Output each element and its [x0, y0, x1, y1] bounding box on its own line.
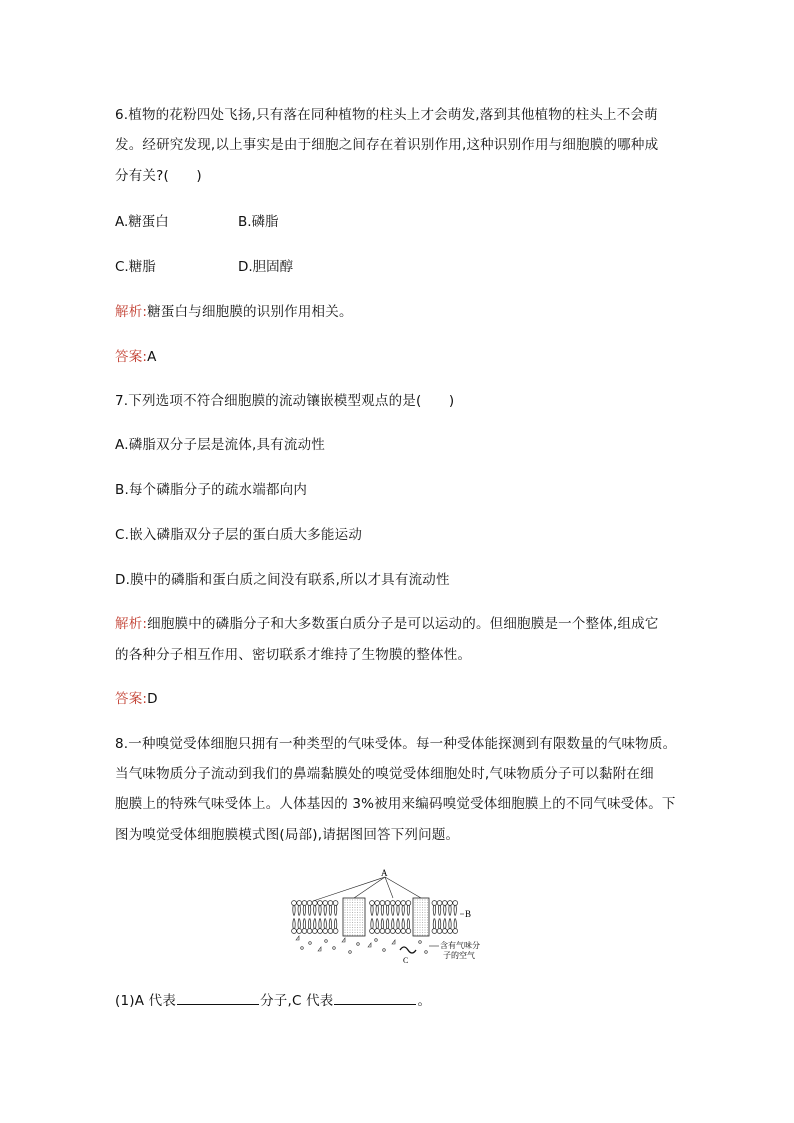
odor-molecule-chain [400, 947, 416, 953]
q7-option-d: D.膜中的磷脂和蛋白质之间没有联系,所以才具有流动性 [115, 572, 450, 588]
q8-stem-line-4: 图为嗅觉受体细胞膜模式图(局部),请据图回答下列问题。 [115, 827, 460, 843]
q7-answer [115, 687, 158, 707]
answer-label: 答案: [115, 349, 148, 365]
sub1-mid: 分子,C 代表 [260, 993, 334, 1009]
q8-stem-line-3: 胞膜上的特殊气味受体上。人体基因的 3%被用来编码嗅觉受体细胞膜上的不同气味受体。下 [115, 796, 676, 812]
q7-option-b: B.每个磷脂分子的疏水端都向内 [115, 482, 308, 498]
answer-blank-a[interactable] [177, 992, 259, 1005]
q7-option-c: C.嵌入磷脂双分子层的蛋白质大多能运动 [115, 527, 363, 543]
q7-analysis-line-2: 的各种分子相互作用、密切联系才维持了生物膜的整体性。 [115, 647, 472, 663]
receptor-protein [343, 898, 365, 936]
answer-blank-c[interactable] [334, 992, 416, 1005]
receptor-protein [413, 898, 429, 936]
analysis-label: 解析: [115, 304, 148, 320]
air-label-line-1: 含有气味分 [440, 941, 480, 950]
answer-label: 答案: [115, 691, 148, 707]
q6-option-b: B.磷脂 [238, 214, 279, 230]
q6-analysis [115, 300, 353, 320]
q8-stem-line-1: 8.一种嗅觉受体细胞只拥有一种类型的气味受体。每一种受体能探测到有限数量的气味物质。 [115, 736, 677, 752]
q6-stem-line-1: 6.植物的花粉四处飞扬,只有落在同种植物的柱头上才会萌发,落到其他植物的柱头上不会萌 [115, 107, 658, 123]
sub1-suffix: 。 [417, 993, 432, 1009]
q7-analysis-line-1 [115, 612, 659, 632]
answer-value: D [147, 691, 158, 707]
q7-stem: 7.下列选项不符合细胞膜的流动镶嵌模型观点的是( ) [115, 393, 455, 409]
label-b: B [465, 909, 472, 919]
q6-option-d: D.胆固醇 [238, 259, 294, 275]
analysis-label: 解析: [115, 616, 148, 632]
analysis-text: 糖蛋白与细胞膜的识别作用相关。 [147, 304, 353, 320]
q6-option-a: A.糖蛋白 [115, 214, 169, 230]
q8-stem-line-2: 当气味物质分子流动到我们的鼻端黏膜处的嗅觉受体细胞处时,气味物质分子可以黏附在细 [115, 766, 654, 782]
q6-stem-line-2: 发。经研究发现,以上事实是由于细胞之间存在着识别作用,这种识别作用与细胞膜的哪种成 [115, 137, 659, 153]
air-label-line-2: 子的空气 [443, 951, 475, 960]
membrane-diagram [288, 868, 508, 963]
sub1-prefix: (1)A 代表 [115, 993, 177, 1009]
q6-answer [115, 345, 157, 365]
label-c: C [403, 956, 409, 963]
q6-stem-line-3: 分有关?( ) [115, 168, 202, 184]
answer-value: A [147, 349, 157, 365]
analysis-text: 细胞膜中的磷脂分子和大多数蛋白质分子是可以运动的。但细胞膜是一个整体,组成它 [147, 616, 659, 632]
q8-sub1 [115, 989, 431, 1009]
q7-option-a: A.磷脂双分子层是流体,具有流动性 [115, 437, 325, 453]
q6-option-c: C.糖脂 [115, 259, 156, 275]
label-a: A [381, 868, 388, 878]
